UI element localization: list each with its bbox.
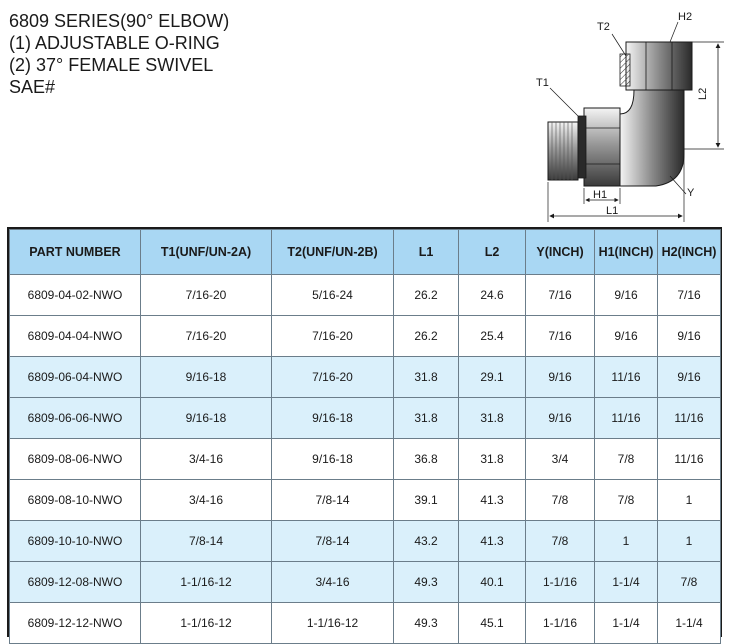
table-cell: 31.8	[394, 398, 459, 439]
elbow-fitting-drawing	[520, 4, 725, 226]
header-row	[10, 230, 721, 275]
table-cell: 9/16-18	[141, 357, 272, 398]
table-cell: 7/16-20	[272, 316, 394, 357]
table-cell: 7/8	[526, 521, 595, 562]
table-cell: 11/16	[595, 357, 658, 398]
fitting-body	[548, 42, 692, 186]
table-cell: 24.6	[459, 275, 526, 316]
table-cell: 9/16	[595, 275, 658, 316]
label-l1: L1	[606, 205, 619, 217]
table-cell: 49.3	[394, 603, 459, 644]
part-number-cell: 6809-10-10-NWO	[10, 521, 141, 562]
swivel-nut	[626, 42, 692, 90]
table-cell: 3/4	[526, 439, 595, 480]
table-cell: 39.1	[394, 480, 459, 521]
column-header: T2(UNF/UN-2B)	[272, 230, 394, 275]
table-cell: 1	[595, 521, 658, 562]
table-cell: 40.1	[459, 562, 526, 603]
table-cell: 1-1/16-12	[272, 603, 394, 644]
table-cell: 9/16	[526, 357, 595, 398]
feature-female-swivel: (2) 37° FEMALE SWIVEL	[9, 55, 214, 75]
part-number-cell: 6809-06-04-NWO	[10, 357, 141, 398]
column-header: L2	[459, 230, 526, 275]
part-number-cell: 6809-04-04-NWO	[10, 316, 141, 357]
part-number-cell: 6809-04-02-NWO	[10, 275, 141, 316]
table-cell: 9/16-18	[272, 398, 394, 439]
table-cell: 1-1/16	[526, 562, 595, 603]
table-cell: 1-1/16-12	[141, 562, 272, 603]
table-cell: 3/4-16	[141, 480, 272, 521]
table-cell: 11/16	[658, 439, 721, 480]
series-heading	[9, 10, 229, 98]
part-number-cell: 6809-12-08-NWO	[10, 562, 141, 603]
table-cell: 9/16	[595, 316, 658, 357]
lock-nut	[584, 108, 620, 186]
table-cell: 26.2	[394, 275, 459, 316]
table-cell: 7/8	[526, 480, 595, 521]
elbow-fitting-svg	[520, 4, 725, 226]
table-cell: 9/16-18	[272, 439, 394, 480]
table-cell: 7/8	[595, 439, 658, 480]
table-cell: 9/16-18	[141, 398, 272, 439]
table-cell: 9/16	[658, 357, 721, 398]
table-cell: 1	[658, 480, 721, 521]
table-row	[10, 275, 721, 316]
table-cell: 49.3	[394, 562, 459, 603]
label-y: Y	[687, 187, 695, 199]
table-cell: 1-1/16-12	[141, 603, 272, 644]
table-row	[10, 603, 721, 644]
table-header	[10, 230, 721, 275]
table-cell: 7/8	[595, 480, 658, 521]
label-t1: T1	[536, 77, 549, 89]
table-cell: 45.1	[459, 603, 526, 644]
table-body	[10, 275, 721, 644]
table-cell: 9/16	[658, 316, 721, 357]
table-cell: 7/16-20	[141, 275, 272, 316]
table-cell: 7/16-20	[141, 316, 272, 357]
table-row	[10, 357, 721, 398]
table-row	[10, 316, 721, 357]
table-cell: 41.3	[459, 480, 526, 521]
standard-label: SAE#	[9, 77, 56, 97]
part-number-cell: 6809-08-10-NWO	[10, 480, 141, 521]
table-row	[10, 562, 721, 603]
table-cell: 3/4-16	[141, 439, 272, 480]
column-header: Y(INCH)	[526, 230, 595, 275]
table-row	[10, 480, 721, 521]
table-cell: 11/16	[658, 398, 721, 439]
column-header: PART NUMBER	[10, 230, 141, 275]
table-cell: 26.2	[394, 316, 459, 357]
table-cell: 7/8	[658, 562, 721, 603]
table-cell: 7/8-14	[272, 480, 394, 521]
table-cell: 25.4	[459, 316, 526, 357]
table-cell: 5/16-24	[272, 275, 394, 316]
table-cell: 7/16	[526, 316, 595, 357]
label-t2: T2	[597, 21, 610, 33]
o-ring	[578, 116, 586, 178]
feature-adjustable-o-ring: (1) ADJUSTABLE O-RING	[9, 33, 220, 53]
column-header: H2(INCH)	[658, 230, 721, 275]
specification-table	[7, 227, 722, 637]
table-cell: 7/16	[526, 275, 595, 316]
table-row	[10, 439, 721, 480]
part-number-cell: 6809-08-06-NWO	[10, 439, 141, 480]
column-header: T1(UNF/UN-2A)	[141, 230, 272, 275]
table-cell: 31.8	[394, 357, 459, 398]
table-cell: 1-1/4	[658, 603, 721, 644]
table-cell: 36.8	[394, 439, 459, 480]
table-cell: 29.1	[459, 357, 526, 398]
table-cell: 31.8	[459, 439, 526, 480]
table-row	[10, 398, 721, 439]
part-number-cell: 6809-12-12-NWO	[10, 603, 141, 644]
table-cell: 7/8-14	[272, 521, 394, 562]
table-cell: 11/16	[595, 398, 658, 439]
table-cell: 43.2	[394, 521, 459, 562]
elbow-bend	[620, 90, 684, 186]
label-h2: H2	[678, 11, 693, 23]
swivel-section	[620, 54, 630, 86]
spec-table	[9, 229, 721, 644]
threaded-stud	[548, 122, 578, 180]
label-h1: H1	[593, 189, 608, 201]
column-header: L1	[394, 230, 459, 275]
table-cell: 1-1/4	[595, 603, 658, 644]
table-cell: 31.8	[459, 398, 526, 439]
table-cell: 7/8-14	[141, 521, 272, 562]
table-cell: 1-1/4	[595, 562, 658, 603]
table-row	[10, 521, 721, 562]
series-title: 6809 SERIES(90° ELBOW)	[9, 11, 230, 31]
table-cell: 3/4-16	[272, 562, 394, 603]
table-cell: 1	[658, 521, 721, 562]
label-l2: L2	[697, 87, 709, 100]
table-cell: 1-1/16	[526, 603, 595, 644]
table-cell: 9/16	[526, 398, 595, 439]
table-cell: 41.3	[459, 521, 526, 562]
column-header: H1(INCH)	[595, 230, 658, 275]
table-cell: 7/16	[658, 275, 721, 316]
part-number-cell: 6809-06-06-NWO	[10, 398, 141, 439]
table-cell: 7/16-20	[272, 357, 394, 398]
